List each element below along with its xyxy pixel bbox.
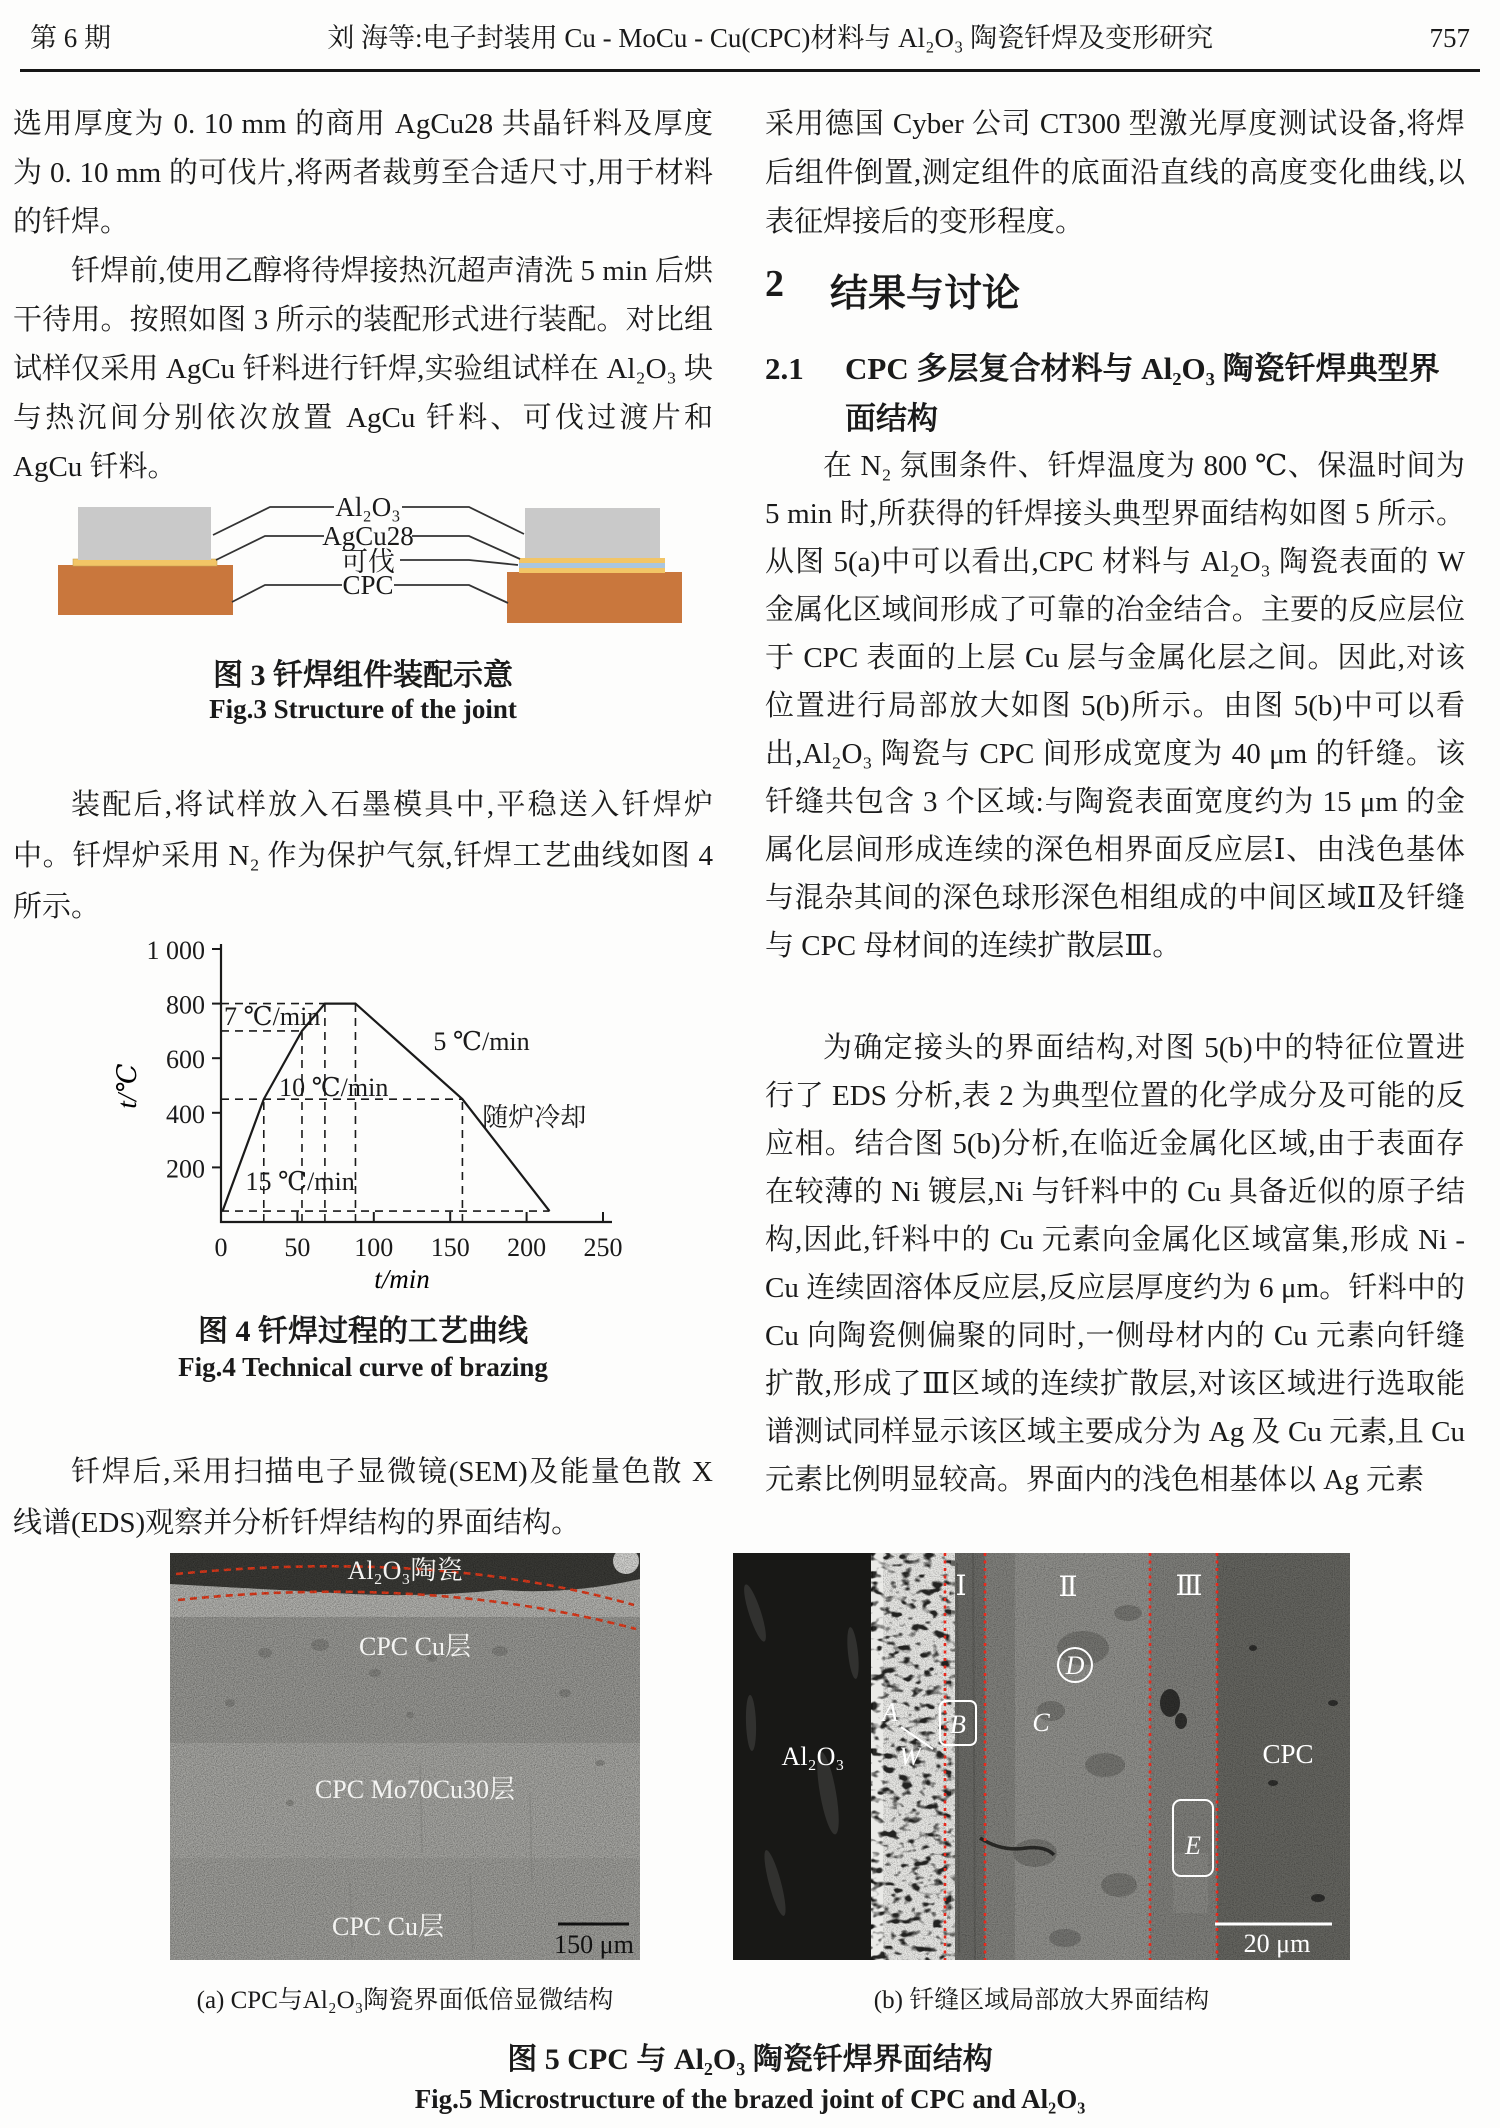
fig4-rate-annotation: 5 ℃/min [433,1027,530,1057]
fig3-right-kovar-layer [519,563,665,568]
figure3-caption-en: Fig.3 Structure of the joint [209,694,517,724]
sem-b-w-label: W [899,1742,921,1771]
sem-b-ceramic-label: Al₂O₃ [781,1742,845,1771]
section-title: 结果与讨论 [830,273,1021,315]
sem-b-point-a-label: A [882,1698,898,1727]
fig4-rate-annotation: 随炉冷却 [482,1102,587,1132]
right-paragraph-1: 采用德国 Cyber 公司 CT300 型激光厚度测试设备,将焊后组件倒置,测定组件的底面沿直线的高度变化曲线,以表征焊接后的变形程度。 [765,108,1465,238]
figure4-caption-zh: 图 4 钎焊过程的工艺曲线 [198,1315,528,1348]
fig3-left-solder-layer [73,559,217,566]
sem-b-region1-label: Ⅰ [955,1571,967,1602]
figure3-caption-zh: 图 3 钎焊组件装配示意 [213,659,513,692]
fig4-x-tick-label: 200 [507,1233,547,1262]
subsection-number: 2.1 [765,351,804,386]
header-rule [20,69,1480,72]
fig3-right-solder-bottom [519,568,665,573]
sem-a-scale-bar-label: 150 μm [554,1930,634,1959]
figure5b-caption: (b) 钎缝区域局部放大界面结构 [873,1987,1210,2014]
fig4-y-tick-label: 400 [166,1099,205,1129]
page-number: 757 [1429,23,1470,53]
sem-a-label-ceramic: Al₂O₃陶瓷 [347,1556,463,1585]
sem-b-point-e-label: E [1185,1831,1201,1860]
sem-b-cpc-label: CPC [1262,1739,1314,1769]
sem-a-label-cu-top: CPC Cu层 [359,1632,471,1661]
right-paragraph-3: 为确定接头的界面结构,对图 5(b)中的特征位置进行了 EDS 分析,表 2 为典型位置的化学成分及可能的反应相。结合图 5(b)分析,在临近金属化区域,由于表面存在较薄的 Ni 镀层,Ni 与钎料中的 Cu 具备近似的原子结构,因此,钎料中的 Cu 元素向金属化区域富集,形成 Ni - Cu 连续固溶体反应层,反应层厚度约为 6 μm。钎料中的 Cu 向陶瓷侧偏聚的同时,一侧母材内的 Cu 元素向钎缝扩散,形成了Ⅲ区域的连续扩散层,对该区域进行选取能谱测试同样显示该区域主要成分为 Ag 及 Cu 元素,且 Cu 元素比例明显较高。界面内的浅色相基体以 Ag 元素 [765,1032,1465,1496]
fig4-x-tick-label: 150 [430,1233,470,1262]
fig4-y-tick-label: 800 [166,990,205,1020]
fig4-x-tick-label: 250 [583,1233,623,1262]
fig4-y-tick-label: 200 [166,1154,205,1184]
figure4-caption-en: Fig.4 Technical curve of brazing [178,1352,548,1382]
subsection-title: CPC 多层复合材料与 Al₂O₃ 陶瓷钎焊典型界面结构 [845,351,1440,436]
sem-b-region2-label: Ⅱ [1058,1572,1078,1603]
page-header [30,16,1470,55]
section-number: 2 [765,263,784,305]
fig4-x-axis-label: t/min [374,1264,430,1294]
sem-b-scale-bar-label: 20 μm [1243,1929,1311,1958]
fig3-right-ceramic-block [525,508,660,558]
fig3-left-cpc-block [58,565,233,615]
fig3-left-assembly [58,507,233,615]
sem-a-label-cu-bottom: CPC Cu层 [332,1912,444,1941]
sem-b-region3-label: Ⅲ [1175,1571,1203,1602]
fig3-right-cpc-block [507,572,682,623]
figure5a-sem-image [170,1553,640,1960]
fig4-y-axis-label: t/℃ [112,1063,142,1109]
fig4-rate-annotation: 7 ℃/min [224,1001,321,1031]
figure5-caption-zh: 图 5 CPC 与 Al₂O₃ 陶瓷钎焊界面结构 [507,2043,993,2076]
fig3-right-assembly [507,508,682,623]
left-paragraph-1: 选用厚度为 0. 10 mm 的商用 AgCu28 共晶钎料及厚度为 0. 10 mm 的可伐片,将两者裁剪至合适尺寸,用于材料的钎焊。 [13,108,713,238]
fig3-label-kovar: 可伐 [341,547,395,577]
figure5-caption-en: Fig.5 Microstructure of the brazed joint of CPC and Al₂O₃ [414,2084,1086,2114]
running-title: 刘 海等:电子封装用 Cu - MoCu - Cu(CPC)材料与 Al₂O₃ 陶瓷钎焊及变形研究 [327,23,1214,53]
fig3-left-ceramic-block [78,507,211,560]
sem-a-grain-texture [170,1553,640,1960]
figure3-assembly-diagram [0,495,713,630]
sem-b-point-d-label: D [1065,1651,1085,1680]
left-paragraph-3: 装配后,将试样放入石墨模具中,平稳送入钎焊炉中。钎焊炉采用 N₂ 作为保护气氛,钎焊工艺曲线如图 4 所示。 [13,789,713,923]
journal-issue: 第 6 期 [30,23,111,53]
subsection-heading-2-1 [765,344,1465,444]
fig3-right-solder-top [519,558,665,563]
figure4-brazing-curve-chart [0,935,713,1305]
fig4-x-tick-label: 0 [214,1233,228,1262]
fig4-rate-annotation: 10 ℃/min [279,1072,389,1102]
right-paragraph-2: 在 N₂ 氛围条件、钎焊温度为 800 ℃、保温时间为 5 min 时,所获得的钎焊接头典型界面结构如图 5 所示。从图 5(a)中可以看出,CPC 材料与 Al₂O₃ 陶瓷表面的 W 金属化区域间形成了可靠的冶金结合。主要的反应层位于 CPC 表面的上层 Cu 层与金属化层之间。因此,对该位置进行局部放大如图 5(b)所示。由图 5(b)中可以看出,Al₂O₃ 陶瓷与 CPC 间形成宽度为 40 μm 的钎缝。该钎缝共包含 3 个区域:与陶瓷表面宽度约为 15 μm 的金属化层间形成连续的深色相界面反应层Ⅰ、由浅色基体与混杂其间的深色球形深色相组成的中间区域Ⅱ及钎缝与 CPC 母材间的连续扩散层Ⅲ。 [765,450,1465,962]
fig4-y-tick-label: 600 [166,1045,205,1075]
figure5b-sem-image [733,1553,1350,1960]
fig3-label-solder: AgCu28 [322,521,414,551]
fig4-x-tick-label: 100 [354,1233,394,1262]
fig4-y-tick-label: 1 000 [146,936,205,965]
fig4-rate-annotation: 15 ℃/min [245,1167,355,1197]
left-paragraph-2: 钎焊前,使用乙醇将待焊接热沉超声清洗 5 min 后烘干待用。按照如图 3 所示的装配形式进行装配。对比组试样仅采用 AgCu 钎料进行钎焊,实验组试样在 Al₂O₃ 块与热沉间分别依次放置 AgCu 钎料、可伐过渡片和 AgCu 钎料。 [13,255,713,483]
section-heading-2 [765,262,1465,317]
sem-b-point-b-label: B [950,1710,966,1739]
fig4-x-tick-label: 50 [284,1233,311,1262]
figure5a-caption: (a) CPC与Al₂O₃陶瓷界面低倍显微结构 [196,1987,614,2014]
fig3-label-ceramic: Al₂O₃ [335,495,401,522]
fig3-label-cpc: CPC [342,570,394,600]
sem-b-point-c-label: C [1032,1708,1050,1737]
sem-a-label-mo: CPC Mo70Cu30层 [314,1775,516,1804]
left-paragraph-4: 钎焊后,采用扫描电子显微镜(SEM)及能量色散 X 线谱(EDS)观察并分析钎焊结构的界面结构。 [13,1456,713,1539]
